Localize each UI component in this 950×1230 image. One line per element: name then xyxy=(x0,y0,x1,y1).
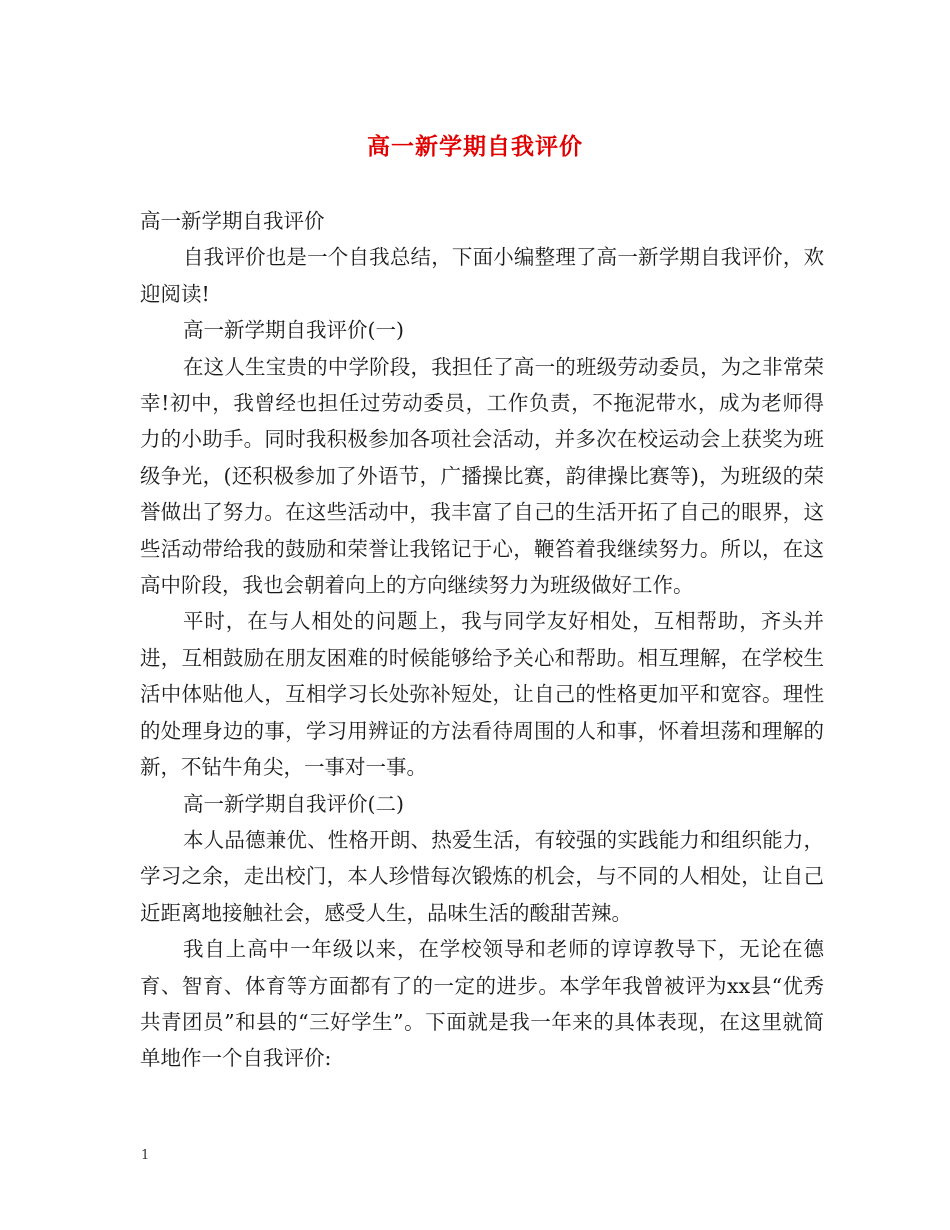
paragraph: 我自上高中一年级以来，在学校领导和老师的谆谆教导下，无论在德育、智育、体育等方面都有了的一定的进步。本学年我曾被评为xx县“优秀共青团员”和县的“三好学生”。下面就是我一年来的具体表现，在这里就简单地作一个自我评价: xyxy=(140,937,824,1071)
paragraph-intro: 自我评价也是一个自我总结，下面小编整理了高一新学期自我评价，欢迎阅读! xyxy=(140,245,824,306)
paragraph: 在这人生宝贵的中学阶段，我担任了高一的班级劳动委员，为之非常荣幸!初中，我曾经也担任过劳动委员，工作负责，不拖泥带水，成为老师得力的小助手。同时我积极参加各项社会活动，并多次在校运动会上获奖为班级争光，(还积极参加了外语节，广播操比赛，韵律操比赛等)，为班级的荣誉做出了努力。在这些活动中，我丰富了自己的生活开拓了自己的眼界，这些活动带给我的鼓励和荣誉让我铭记于心，鞭笞着我继续努力。所以，在这高中阶段，我也会朝着向上的方向继续努力为班级做好工作。 xyxy=(140,354,824,598)
section-heading-two: 高一新学期自我评价(二) xyxy=(183,791,404,816)
document-title: 高一新学期自我评价 xyxy=(367,133,583,160)
section-heading-one: 高一新学期自我评价(一) xyxy=(183,318,404,343)
paragraph: 平时，在与人相处的问题上，我与同学友好相处，互相帮助，齐头并进，互相鼓励在朋友困难的时候能够给予关心和帮助。相互理解，在学校生活中体贴他人，互相学习长处弥补短处，让自己的性格更加平和宽容。理性的处理身边的事，学习用辨证的方法看待周围的人和事，怀着坦荡和理解的新，不钻牛角尖，一事对一事。 xyxy=(140,609,824,780)
paragraph: 本人品德兼优、性格开朗、热爱生活，有较强的实践能力和组织能力，学习之余，走出校门，本人珍惜每次锻炼的机会，与不同的人相处，让自己近距离地接触社会，感受人生，品味生活的酸甜苦辣。 xyxy=(140,827,824,925)
page-number: 1 xyxy=(141,1148,150,1163)
document-body xyxy=(140,203,824,1077)
paragraph-subtitle: 高一新学期自我评价 xyxy=(140,209,325,233)
